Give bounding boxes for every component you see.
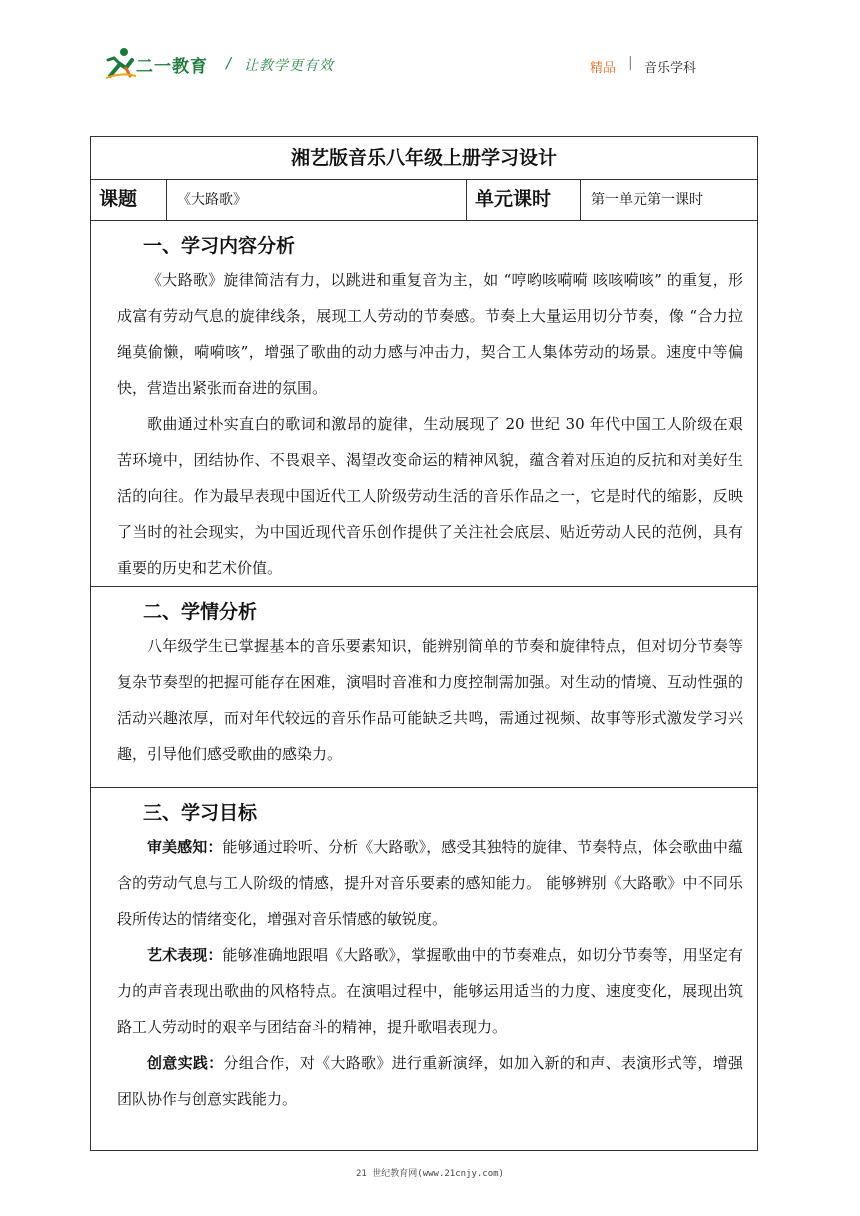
lesson-label: 课题 — [91, 180, 167, 221]
section-content-analysis — [91, 221, 758, 587]
page-header — [0, 0, 860, 110]
section-heading: 三、学习目标 — [143, 802, 258, 824]
paragraph: 歌曲通过朴实直白的歌词和激昂的旋律，生动展现了 20 世纪 30 年代中国工人阶级在艰苦环境中，团结协作、不畏艰辛、渴望改变命运的精神风貌，蕴含着对压迫的反抗和对美好生活的向往。作为最早表现中国近代工人阶级劳动生活的音乐作品之一，它是时代的缩影，反映了当时的社会现实，为中国近现代音乐创作提供了关注社会底层、贴近劳动人民的范例，具有重要的历史和艺术价值。 — [117, 415, 744, 577]
unit-value: 第一单元第一课时 — [581, 180, 758, 221]
section-heading: 一、学习内容分析 — [143, 235, 296, 257]
subject-tag: 音乐学科 — [644, 61, 697, 76]
document-title: 湘艺版音乐八年级上册学习设计 — [91, 137, 758, 180]
unit-label: 单元课时 — [467, 180, 581, 221]
goal-text: 能够准确地跟唱《大路歌》，掌握歌曲中的节奏难点，如切分节奏等，用坚定有力的声音表现出歌曲的风格特点。在演唱过程中，能够运用适当的力度、速度变化，展现出筑路工人劳动时的艰辛与团结奋斗的精神，提升歌唱表现力。 — [117, 946, 744, 1036]
goal-text: 能够通过聆听、分析《大路歌》，感受其独特的旋律、节奏特点，体会歌曲中蕴含的劳动气息与工人阶级的情感，提升对音乐要素的感知能力。 能够辨别《大路歌》中不同乐段所传达的情绪变化，增强对音乐情感的敏锐度。 — [117, 838, 744, 928]
brand-name: 二一教育 — [136, 57, 208, 77]
goal-paragraph — [117, 1045, 743, 1117]
goal-label: 审美感知： — [147, 838, 223, 856]
section-learning-goals — [91, 788, 758, 1151]
brand-slogan: 让教学更有效 — [244, 58, 334, 74]
lesson-design-table — [90, 136, 758, 1151]
header-slash: / — [226, 54, 232, 72]
goal-paragraph — [117, 829, 743, 937]
goal-label: 创意实践： — [147, 1054, 224, 1072]
section-heading: 二、学情分析 — [143, 601, 258, 623]
tag-separator: | — [628, 55, 633, 71]
goal-text: 分组合作，对《大路歌》进行重新演绎，如加入新的和声、表演形式等，增强团队协作与创意实践能力。 — [117, 1054, 743, 1108]
goal-label: 艺术表现： — [147, 946, 223, 964]
lesson-value: 《大路歌》 — [167, 180, 467, 221]
paragraph: 《大路歌》旋律简洁有力，以跳进和重复音为主，如 “哼哟咳嗬嗬 咳咳嗬咳” 的重复，形成富有劳动气息的旋律线条，展现工人劳动的节奏感。节奏上大量运用切分节奏，像 “合力拉绳莫偷懒，嗬嗬咳”，增强了歌曲的动力感与冲击力，契合工人集体劳动的场景。速度中等偏快，营造出紧张而奋进的氛围。 — [117, 271, 744, 397]
paragraph: 八年级学生已掌握基本的音乐要素知识，能辨别简单的节奏和旋律特点，但对切分节奏等复杂节奏型的把握可能存在困难，演唱时音准和力度控制需加强。对生动的情境、互动性强的活动兴趣浓厚，而对年代较远的音乐作品可能缺乏共鸣，需通过视频、故事等形式激发学习兴趣，引导他们感受歌曲的感染力。 — [117, 637, 744, 763]
goal-paragraph — [117, 937, 743, 1045]
section-learner-analysis — [91, 587, 758, 788]
page-footer: 21 世纪教育网(www.21cnjy.com) — [356, 1169, 504, 1179]
quality-tag: 精品 — [590, 61, 617, 76]
